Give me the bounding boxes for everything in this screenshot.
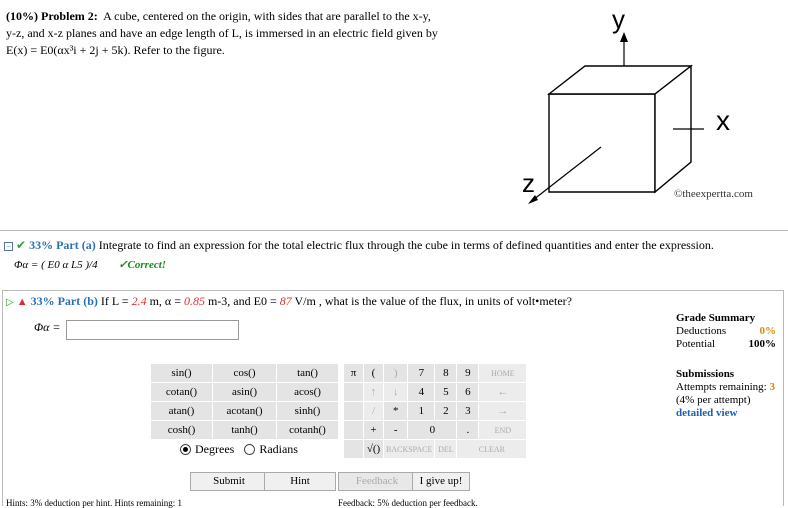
z-axis-label: z	[522, 168, 535, 198]
home-key: HOME	[479, 364, 527, 383]
x-axis-label: x	[716, 105, 730, 136]
feedback-button: Feedback	[338, 472, 416, 491]
digit-7-key[interactable]: 7	[408, 364, 435, 383]
grade-summary	[676, 312, 776, 351]
y-axis-label: y	[612, 4, 625, 34]
sqrt-key[interactable]: √()	[364, 440, 384, 459]
checkmark-icon: ✔	[16, 238, 27, 252]
attempts-label: Attempts remaining:	[676, 381, 767, 393]
end-key: END	[479, 421, 527, 440]
part-b-row	[6, 294, 572, 309]
radians-radio[interactable]	[244, 444, 255, 455]
radians-label: Radians	[259, 442, 298, 456]
feedback-text: Feedback: 5% deduction per feedback.	[338, 498, 478, 508]
digit-6-key[interactable]: 6	[457, 383, 479, 402]
hints-text: Hints: 3% deduction per hint. Hints remaining: 1	[6, 498, 182, 508]
part-b-text: V/m , what is the value of the flux, in units of volt•meter?	[291, 294, 572, 308]
acos-key[interactable]: acos()	[277, 383, 339, 402]
submissions-panel	[676, 368, 786, 420]
atan-key[interactable]: atan()	[151, 402, 213, 421]
cotanh-key[interactable]: cotanh()	[277, 421, 339, 440]
problem-statement	[6, 8, 486, 59]
detailed-view-link[interactable]: detailed view	[676, 407, 738, 419]
digit-9-key[interactable]: 9	[457, 364, 479, 383]
cube-front	[549, 94, 655, 192]
cotan-key[interactable]: cotan()	[151, 383, 213, 402]
digit-5-key[interactable]: 5	[435, 383, 457, 402]
digit-3-key[interactable]: 3	[457, 402, 479, 421]
part-b-text: m, α =	[146, 294, 184, 308]
left-arrow-key: ←	[479, 383, 527, 402]
angle-mode	[180, 442, 298, 457]
problem-header: (10%) Problem 2:	[6, 9, 98, 23]
correct-status: ✓Correct!	[118, 259, 167, 271]
collapse-icon[interactable]: −	[4, 242, 13, 251]
problem-line-2: y-z, and x-z planes and have an edge length of L, is immersed in an electric field given by	[6, 26, 438, 40]
potential-value: 100%	[748, 338, 776, 350]
rparen-key: )	[384, 364, 408, 383]
footer-row	[0, 498, 788, 506]
part-b-text: If L =	[100, 294, 132, 308]
digit-8-key[interactable]: 8	[435, 364, 457, 383]
minus-key[interactable]: -	[384, 421, 408, 440]
clear-key: CLEAR	[457, 440, 527, 459]
blank-key	[344, 440, 364, 459]
acotan-key[interactable]: acotan()	[213, 402, 277, 421]
part-a-row	[4, 238, 784, 253]
sin-key[interactable]: sin()	[151, 364, 213, 383]
problem-line-3: E(x) = E0(αx³i + 2j + 5k). Refer to the figure.	[6, 43, 225, 57]
alpha-value: 0.85	[183, 294, 205, 308]
divider	[0, 230, 788, 231]
L-value: 2.4	[131, 294, 147, 308]
decimal-key[interactable]: .	[457, 421, 479, 440]
tanh-key[interactable]: tanh()	[213, 421, 277, 440]
cube-figure	[508, 2, 788, 214]
cos-key[interactable]: cos()	[213, 364, 277, 383]
digit-2-key[interactable]: 2	[435, 402, 457, 421]
digit-4-key[interactable]: 4	[408, 383, 435, 402]
part-a-answer: Φα = ( E0 α L5 )/4	[14, 259, 98, 271]
del-key: DEL	[435, 440, 457, 459]
give-up-button[interactable]: I give up!	[412, 472, 470, 491]
attempts-value: 3	[769, 381, 775, 393]
part-a-answer-row	[14, 258, 166, 271]
blank-key	[344, 402, 364, 421]
tan-key[interactable]: tan()	[277, 364, 339, 383]
deductions-label: Deductions	[676, 325, 727, 337]
down-arrow-key: ↓	[384, 383, 408, 402]
phi-label: Φα =	[34, 320, 61, 334]
digit-0-key[interactable]: 0	[408, 421, 457, 440]
part-a-question: Integrate to find an expression for the total electric flux through the cube in terms of defined quantities and enter the expression.	[98, 238, 714, 252]
blank-key	[344, 383, 364, 402]
part-a-header: 33% Part (a)	[29, 238, 96, 252]
right-arrow-key: →	[479, 402, 527, 421]
expand-arrow-icon[interactable]: ▷	[6, 297, 14, 308]
grade-summary-title: Grade Summary	[676, 312, 756, 324]
blank-key	[344, 421, 364, 440]
per-attempt-text: (4% per attempt)	[676, 394, 751, 406]
potential-label: Potential	[676, 338, 716, 350]
multiply-key[interactable]: *	[384, 402, 408, 421]
warning-icon: ▲	[16, 296, 28, 308]
divide-key: /	[364, 402, 384, 421]
plus-key[interactable]: +	[364, 421, 384, 440]
part-b-header: 33% Part (b)	[30, 294, 98, 308]
digit-1-key[interactable]: 1	[408, 402, 435, 421]
backspace-key: BACKSPACE	[384, 440, 435, 459]
problem-line-1: A cube, centered on the origin, with sides that are parallel to the x-y,	[103, 9, 431, 23]
submit-button[interactable]: Submit	[190, 472, 268, 491]
up-arrow-key: ↑	[364, 383, 384, 402]
sinh-key[interactable]: sinh()	[277, 402, 339, 421]
answer-input[interactable]	[66, 320, 239, 340]
cosh-key[interactable]: cosh()	[151, 421, 213, 440]
hint-button[interactable]: Hint	[264, 472, 336, 491]
lparen-key[interactable]: (	[364, 364, 384, 383]
submissions-title: Submissions	[676, 368, 735, 380]
asin-key[interactable]: asin()	[213, 383, 277, 402]
pi-key[interactable]: π	[344, 364, 364, 383]
E0-value: 87	[279, 294, 292, 308]
watermark: ©theexpertta.com	[674, 188, 753, 200]
part-b-text: m-3, and E0 =	[204, 294, 280, 308]
degrees-radio[interactable]	[180, 444, 191, 455]
deductions-value: 0%	[759, 325, 776, 337]
degrees-label: Degrees	[195, 442, 235, 456]
